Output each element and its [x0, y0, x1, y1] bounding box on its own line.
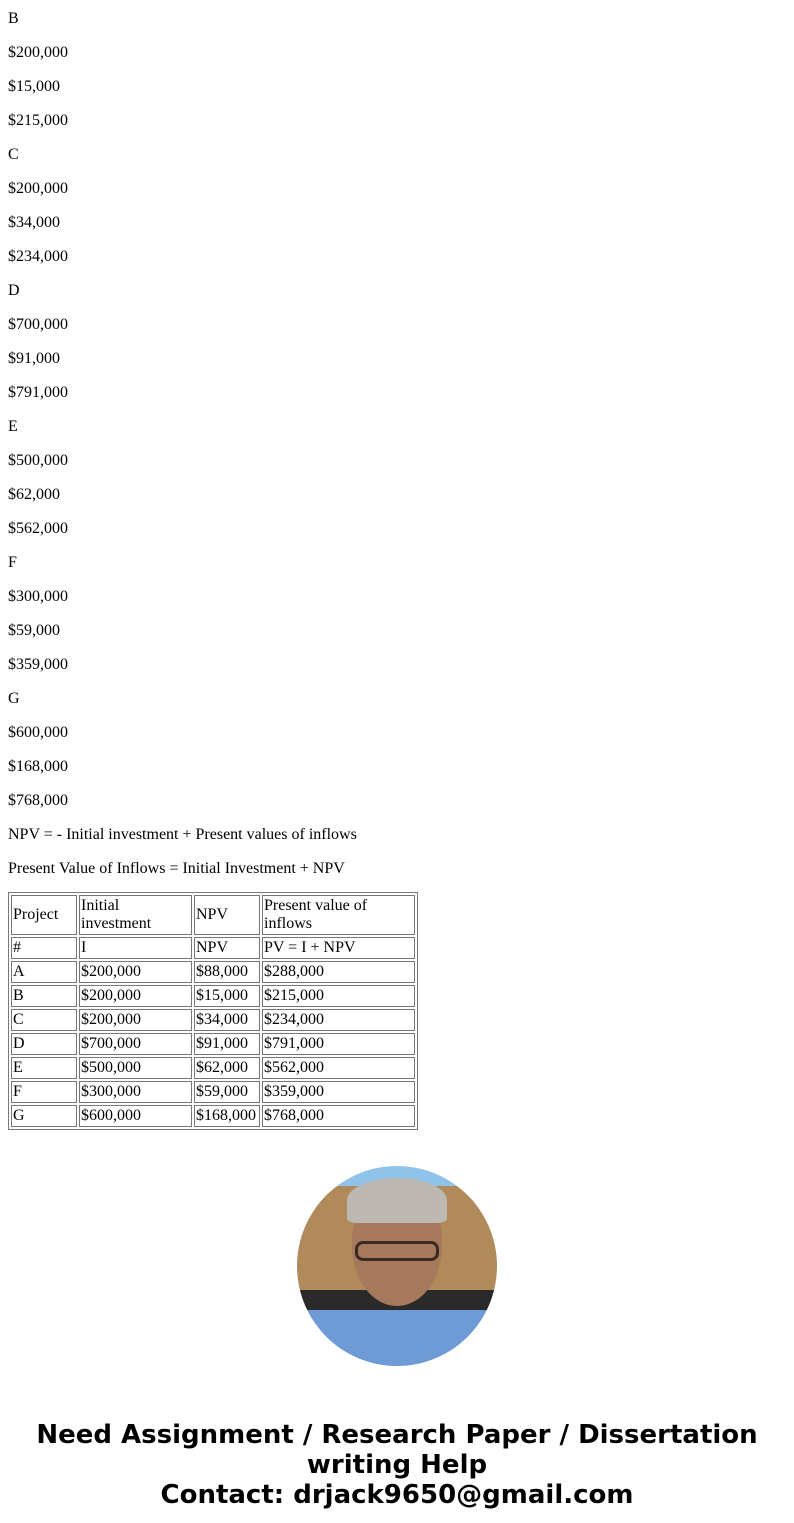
answer-line: $234,000: [8, 248, 68, 265]
header-npv: NPV: [194, 895, 260, 935]
table-cell: $600,000: [79, 1105, 192, 1127]
answer-line: $91,000: [8, 350, 60, 367]
answer-line: D: [8, 282, 20, 299]
answer-line: $200,000: [8, 44, 68, 61]
table-cell: $215,000: [262, 985, 415, 1007]
answer-line: $215,000: [8, 112, 68, 129]
answer-line: $359,000: [8, 656, 68, 673]
table-cell: I: [79, 937, 192, 959]
answer-line: E: [8, 418, 18, 435]
table-cell: $200,000: [79, 985, 192, 1007]
answer-line: G: [8, 690, 20, 707]
table-row: [11, 1105, 415, 1127]
answer-line: $300,000: [8, 588, 68, 605]
header-initial-investment: Initial investment: [79, 895, 192, 935]
table-cell: $59,000: [194, 1081, 260, 1103]
answer-line: $34,000: [8, 214, 60, 231]
table-cell: $768,000: [262, 1105, 415, 1127]
table-cell: $234,000: [262, 1009, 415, 1031]
table-cell: $200,000: [79, 1009, 192, 1031]
table-cell: $91,000: [194, 1033, 260, 1055]
footer-line-1: Need Assignment / Research Paper / Dissertation: [36, 1420, 758, 1450]
answer-line: $700,000: [8, 316, 68, 333]
table-cell: PV = I + NPV: [262, 937, 415, 959]
answer-line: $791,000: [8, 384, 68, 401]
author-avatar: [297, 1166, 497, 1366]
table-row: [11, 1009, 415, 1031]
answer-line: $768,000: [8, 792, 68, 809]
formula-text: NPV = - Initial investment + Present values of inflows: [8, 826, 357, 843]
table-row: [11, 937, 415, 959]
table-cell: $288,000: [262, 961, 415, 983]
table-cell: $34,000: [194, 1009, 260, 1031]
table-cell: E: [11, 1057, 77, 1079]
answer-line: $59,000: [8, 622, 60, 639]
table-header-row: [11, 895, 415, 935]
table-cell: NPV: [194, 937, 260, 959]
table-cell: $562,000: [262, 1057, 415, 1079]
table-cell: A: [11, 961, 77, 983]
answer-line: $200,000: [8, 180, 68, 197]
answer-line: $600,000: [8, 724, 68, 741]
table-row: [11, 1081, 415, 1103]
answer-line: $562,000: [8, 520, 68, 537]
table-cell: $359,000: [262, 1081, 415, 1103]
table-cell: $500,000: [79, 1057, 192, 1079]
npv-table: [8, 892, 418, 1130]
header-project: Project: [11, 895, 77, 935]
table-cell: $200,000: [79, 961, 192, 983]
answer-line: F: [8, 554, 17, 571]
table-cell: F: [11, 1081, 77, 1103]
answer-line: C: [8, 146, 19, 163]
answer-line: $168,000: [8, 758, 68, 775]
answer-line: B: [8, 10, 19, 27]
table-cell: $88,000: [194, 961, 260, 983]
answer-lines: [8, 10, 786, 878]
table-cell: B: [11, 985, 77, 1007]
table-cell: D: [11, 1033, 77, 1055]
table-cell: C: [11, 1009, 77, 1031]
table-row: [11, 961, 415, 983]
footer-line-3: Contact: drjack9650@gmail.com: [160, 1480, 634, 1510]
table-cell: $15,000: [194, 985, 260, 1007]
answer-line: $62,000: [8, 486, 60, 503]
table-row: [11, 1033, 415, 1055]
table-cell: $300,000: [79, 1081, 192, 1103]
formula-text: Present Value of Inflows = Initial Investment + NPV: [8, 860, 345, 877]
table-cell: G: [11, 1105, 77, 1127]
answer-line: $15,000: [8, 78, 60, 95]
table-cell: $700,000: [79, 1033, 192, 1055]
footer-line-2: writing Help: [306, 1450, 488, 1480]
answer-line: $500,000: [8, 452, 68, 469]
table-row: [11, 1057, 415, 1079]
table-cell: $62,000: [194, 1057, 260, 1079]
table-cell: $791,000: [262, 1033, 415, 1055]
contact-banner: [8, 1420, 786, 1510]
table-row: [11, 985, 415, 1007]
table-cell: $168,000: [194, 1105, 260, 1127]
header-pv-inflows: Present value of inflows: [262, 895, 415, 935]
table-cell: #: [11, 937, 77, 959]
